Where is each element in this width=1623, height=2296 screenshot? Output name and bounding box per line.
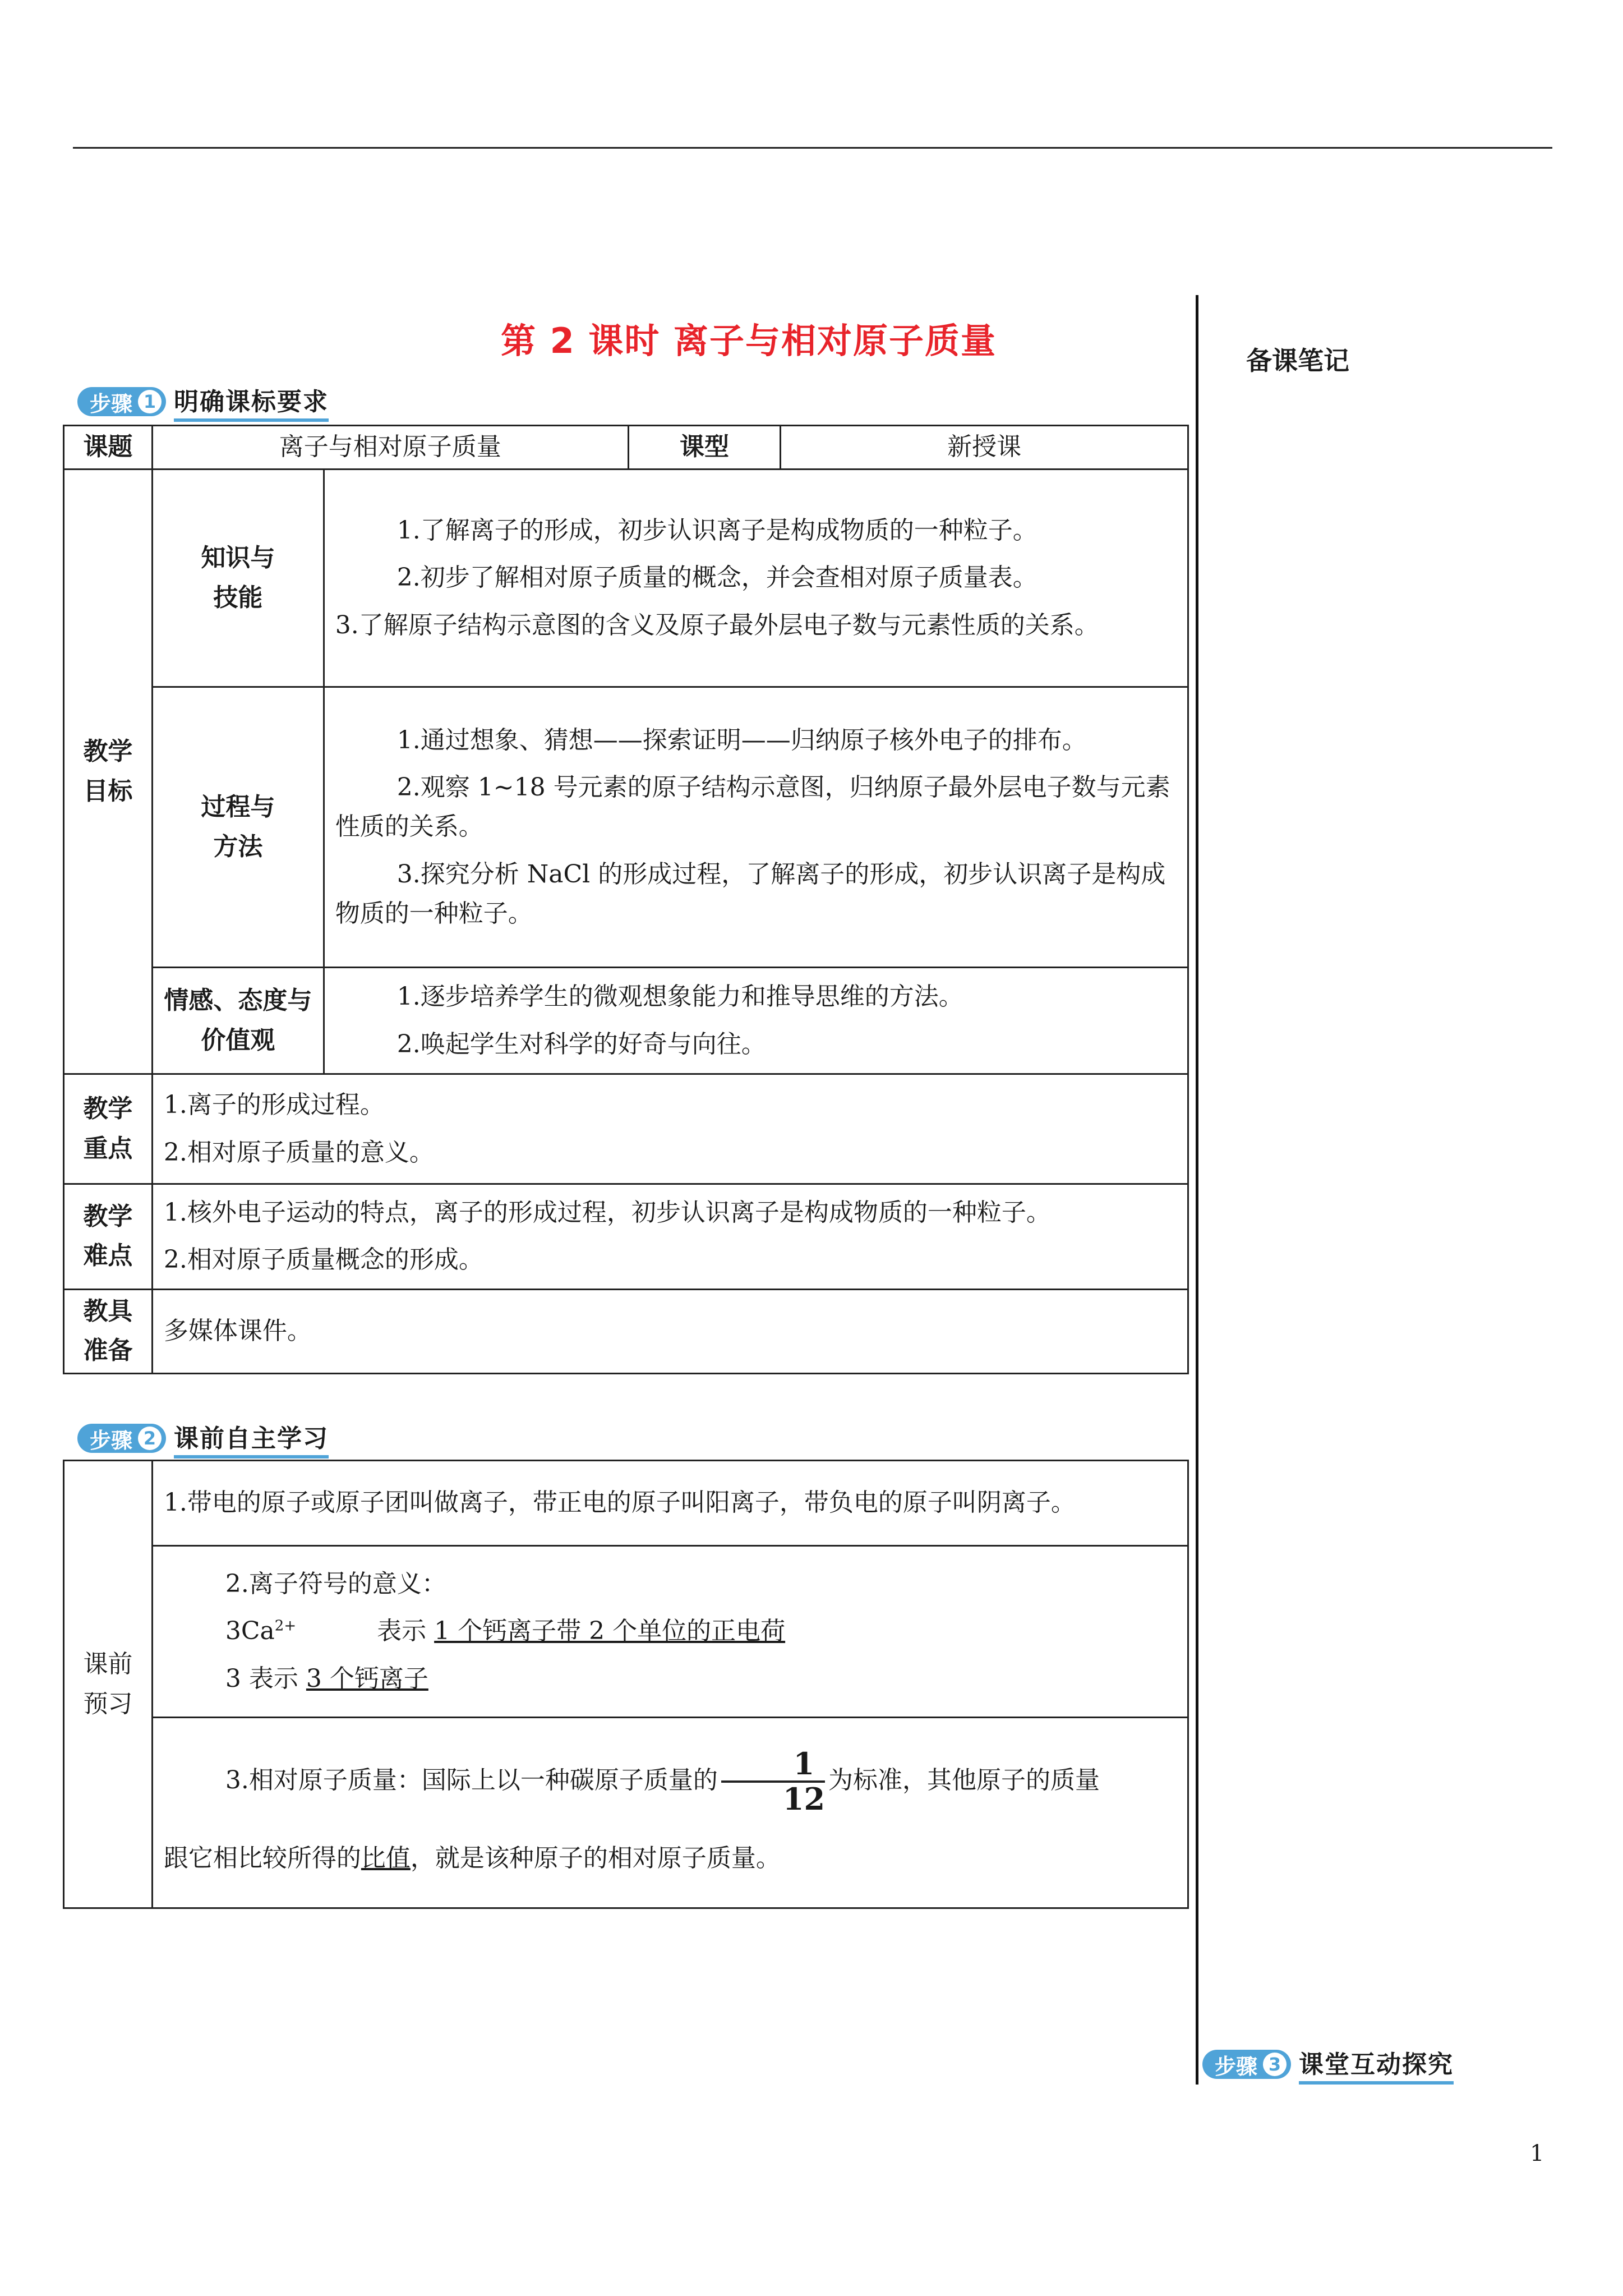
step1-label: 明确课标要求 xyxy=(174,381,329,422)
key-item: 1.离子的形成过程。 xyxy=(163,1091,385,1120)
preview-item-3 xyxy=(152,1718,1188,1908)
answer-ratio: 比值 xyxy=(361,1843,411,1872)
knowledge-item: 3.了解原子结构示意图的含义及原子最外层电子数与元素性质的关系。 xyxy=(335,610,1099,639)
ion-symbol: 3Ca xyxy=(225,1617,275,1646)
tools-cell xyxy=(152,1289,1188,1373)
ion-charge: 2+ xyxy=(274,1617,297,1635)
side-notes-heading: 备课笔记 xyxy=(1246,346,1349,376)
knowledge-item: 2.初步了解相对原子质量的概念，并会查相对原子质量表。 xyxy=(396,563,1038,592)
knowledge-item: 1.了解离子的形成，初步认识离子是构成物质的一种粒子。 xyxy=(396,516,1038,545)
ion-coefficient-line: 3 表示 3 个钙离子 xyxy=(225,1664,428,1693)
relative-mass-line-1: 3.相对原子质量：国际上以一种碳原子质量的 $\frac{1}{12}$ 为标准，其他原子的质量 xyxy=(225,1745,1100,1818)
ion-symbol-line: $3Ca^{2+}$ 表示 1 个钙离子带 2 个单位的正电荷 xyxy=(225,1617,786,1646)
step2-number: 2 xyxy=(138,1427,162,1450)
topic-value: 离子与相对原子质量 xyxy=(152,426,628,470)
type-label: 课型 xyxy=(628,426,781,470)
step1-pill: 步骤 1 xyxy=(77,387,166,416)
header-rule xyxy=(73,147,1552,149)
key-item: 2.相对原子质量的意义。 xyxy=(163,1138,434,1167)
step1-number: 1 xyxy=(138,390,162,413)
answer-coefficient-meaning: 3 个钙离子 xyxy=(306,1664,428,1693)
process-item: 1.通过想象、猜想——探索证明——归纳原子核外电子的排布。 xyxy=(396,725,1087,754)
key-cell xyxy=(152,1074,1188,1184)
step3-heading xyxy=(1202,2049,1454,2080)
key-label: 教学重点 xyxy=(64,1074,153,1184)
goals-table xyxy=(63,425,1189,1374)
attitude-cell xyxy=(324,968,1188,1074)
step2-pill: 步骤 2 xyxy=(77,1424,166,1453)
preview-item-2 xyxy=(152,1546,1188,1718)
fraction-one-twelfth: $\frac{1}{12}$ xyxy=(721,1747,825,1816)
attitude-item: 2.唤起学生对科学的好奇与向往。 xyxy=(396,1029,766,1059)
tools-label: 教具准备 xyxy=(64,1289,153,1373)
attitude-label: 情感、态度与价值观 xyxy=(152,968,324,1074)
process-item: 2.观察 1~18 号元素的原子结构示意图，归纳原子最外层电子数与元素性质的关系。 xyxy=(335,772,1170,841)
preview-label: 课前预习 xyxy=(64,1461,153,1908)
preview-item-1: 1.带电的原子或原子团叫做离子，带正电的原子叫阳离子，带负电的原子叫阴离子。 xyxy=(152,1461,1188,1546)
preview-table xyxy=(63,1460,1189,1909)
step1-heading xyxy=(77,386,329,417)
page-number: 1 xyxy=(1530,2141,1544,2166)
goals-label: 教学目标 xyxy=(64,470,153,1074)
step2-heading xyxy=(77,1423,329,1454)
step3-label: 课堂互动探究 xyxy=(1299,2044,1454,2085)
page-title: 第 2 课时 离子与相对原子质量 xyxy=(501,320,997,361)
attitude-item: 1.逐步培养学生的微观想象能力和推导思维的方法。 xyxy=(396,982,963,1011)
step3-number: 3 xyxy=(1263,2053,1287,2076)
difficult-cell xyxy=(152,1184,1188,1290)
step2-label: 课前自主学习 xyxy=(174,1418,329,1458)
topic-label: 课题 xyxy=(64,426,153,470)
knowledge-cell xyxy=(324,470,1188,687)
answer-ion-meaning: 1 个钙离子带 2 个单位的正电荷 xyxy=(434,1617,786,1646)
ion-symbol-title: 2.离子符号的意义： xyxy=(225,1569,446,1598)
step3-pill: 步骤 3 xyxy=(1202,2050,1291,2079)
knowledge-label: 知识与技能 xyxy=(152,470,324,687)
type-value: 新授课 xyxy=(781,426,1188,470)
tools-value: 多媒体课件。 xyxy=(163,1317,312,1346)
relative-mass-line-2: 跟它相比较所得的比值，就是该种原子的相对原子质量。 xyxy=(163,1843,781,1872)
difficult-label: 教学难点 xyxy=(64,1184,153,1290)
process-item: 3.探究分析 NaCl 的形成过程，了解离子的形成，初步认识离子是构成物质的一种粒子。 xyxy=(335,859,1166,928)
difficult-item: 1.核外电子运动的特点，离子的形成过程，初步认识离子是构成物质的一种粒子。 xyxy=(163,1198,1051,1227)
process-cell xyxy=(324,687,1188,968)
column-divider xyxy=(1196,295,1198,2085)
difficult-item: 2.相对原子质量概念的形成。 xyxy=(163,1245,483,1274)
process-label: 过程与方法 xyxy=(152,687,324,968)
